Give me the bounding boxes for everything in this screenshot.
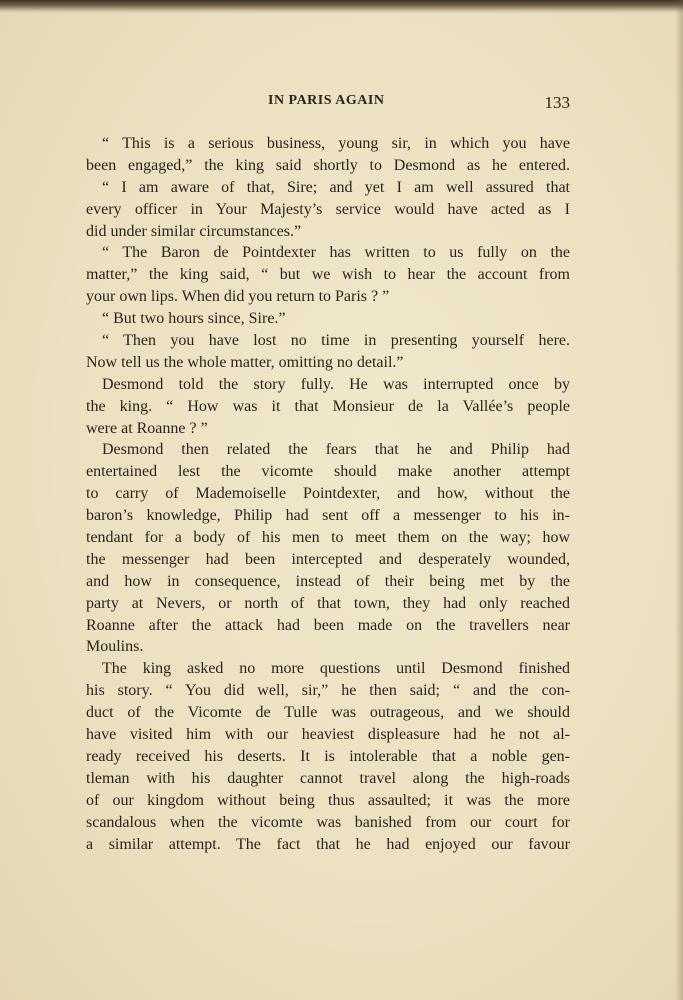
text-line: matter,” the king said, “ but we wish to hear the account from bbox=[86, 266, 570, 284]
text-line: been engaged,” the king said shortly to Desmond as he entered. bbox=[86, 156, 570, 174]
text-line: and how in consequence, instead of their being met by the bbox=[86, 572, 570, 590]
text-line: the king. “ How was it that Monsieur de la Vallée’s people bbox=[86, 397, 570, 415]
text-line: “ Then you have lost no time in presenting yourself here. bbox=[102, 332, 570, 350]
page-top-edge bbox=[0, 0, 683, 14]
page-right-edge bbox=[675, 0, 683, 1000]
text-line: entertained lest the vicomte should make another attempt bbox=[86, 463, 570, 481]
text-line: have visited him with our heaviest displeasure had he not al- bbox=[86, 726, 570, 744]
text-line: his story. “ You did well, sir,” he then said; “ and the con- bbox=[86, 682, 570, 700]
text-line: The king asked no more questions until Desmond finished bbox=[102, 660, 570, 678]
text-line: every officer in Your Majesty’s service would have acted as I bbox=[86, 200, 570, 218]
body-text bbox=[86, 133, 570, 855]
text-line: your own lips. When did you return to Paris ? ” bbox=[86, 288, 390, 306]
text-line: the messenger had been intercepted and desperately wounded, bbox=[86, 550, 570, 568]
text-line: party at Nevers, or north of that town, they had only reached bbox=[86, 594, 570, 612]
text-line: Now tell us the whole matter, omitting no detail.” bbox=[86, 353, 404, 371]
text-line: to carry of Mademoiselle Pointdexter, and how, without the bbox=[86, 485, 570, 503]
text-line: scandalous when the vicomte was banished from our court for bbox=[86, 813, 570, 831]
text-line: “ The Baron de Pointdexter has written to us fully on the bbox=[102, 244, 570, 262]
page-header bbox=[88, 93, 570, 113]
running-head: IN PARIS AGAIN bbox=[268, 93, 385, 108]
text-line: “ I am aware of that, Sire; and yet I am well assured that bbox=[102, 178, 570, 196]
page-number: 133 bbox=[544, 93, 570, 112]
text-line: Desmond told the story fully. He was interrupted once by bbox=[102, 375, 570, 393]
text-line: were at Roanne ? ” bbox=[86, 419, 208, 437]
text-line: tleman with his daughter cannot travel along the high-roads bbox=[86, 769, 570, 787]
text-line: Desmond then related the fears that he and Philip had bbox=[102, 441, 570, 459]
text-line: of our kingdom without being thus assaulted; it was the more bbox=[86, 791, 570, 809]
text-line: tendant for a body of his men to meet them on the way; how bbox=[86, 529, 570, 547]
text-line: “ But two hours since, Sire.” bbox=[102, 310, 286, 328]
text-line: a similar attempt. The fact that he had enjoyed our favour bbox=[86, 835, 570, 853]
text-line: ready received his deserts. It is intolerable that a noble gen- bbox=[86, 747, 570, 765]
text-line: Roanne after the attack had been made on the travellers near bbox=[86, 616, 570, 634]
text-line: baron’s knowledge, Philip had sent off a messenger to his in- bbox=[86, 507, 570, 525]
text-line: did under similar circumstances.” bbox=[86, 222, 302, 240]
text-line: “ This is a serious business, young sir, in which you have bbox=[102, 135, 570, 152]
text-line: Moulins. bbox=[86, 638, 144, 656]
text-line: duct of the Vicomte de Tulle was outrageous, and we should bbox=[86, 704, 570, 722]
